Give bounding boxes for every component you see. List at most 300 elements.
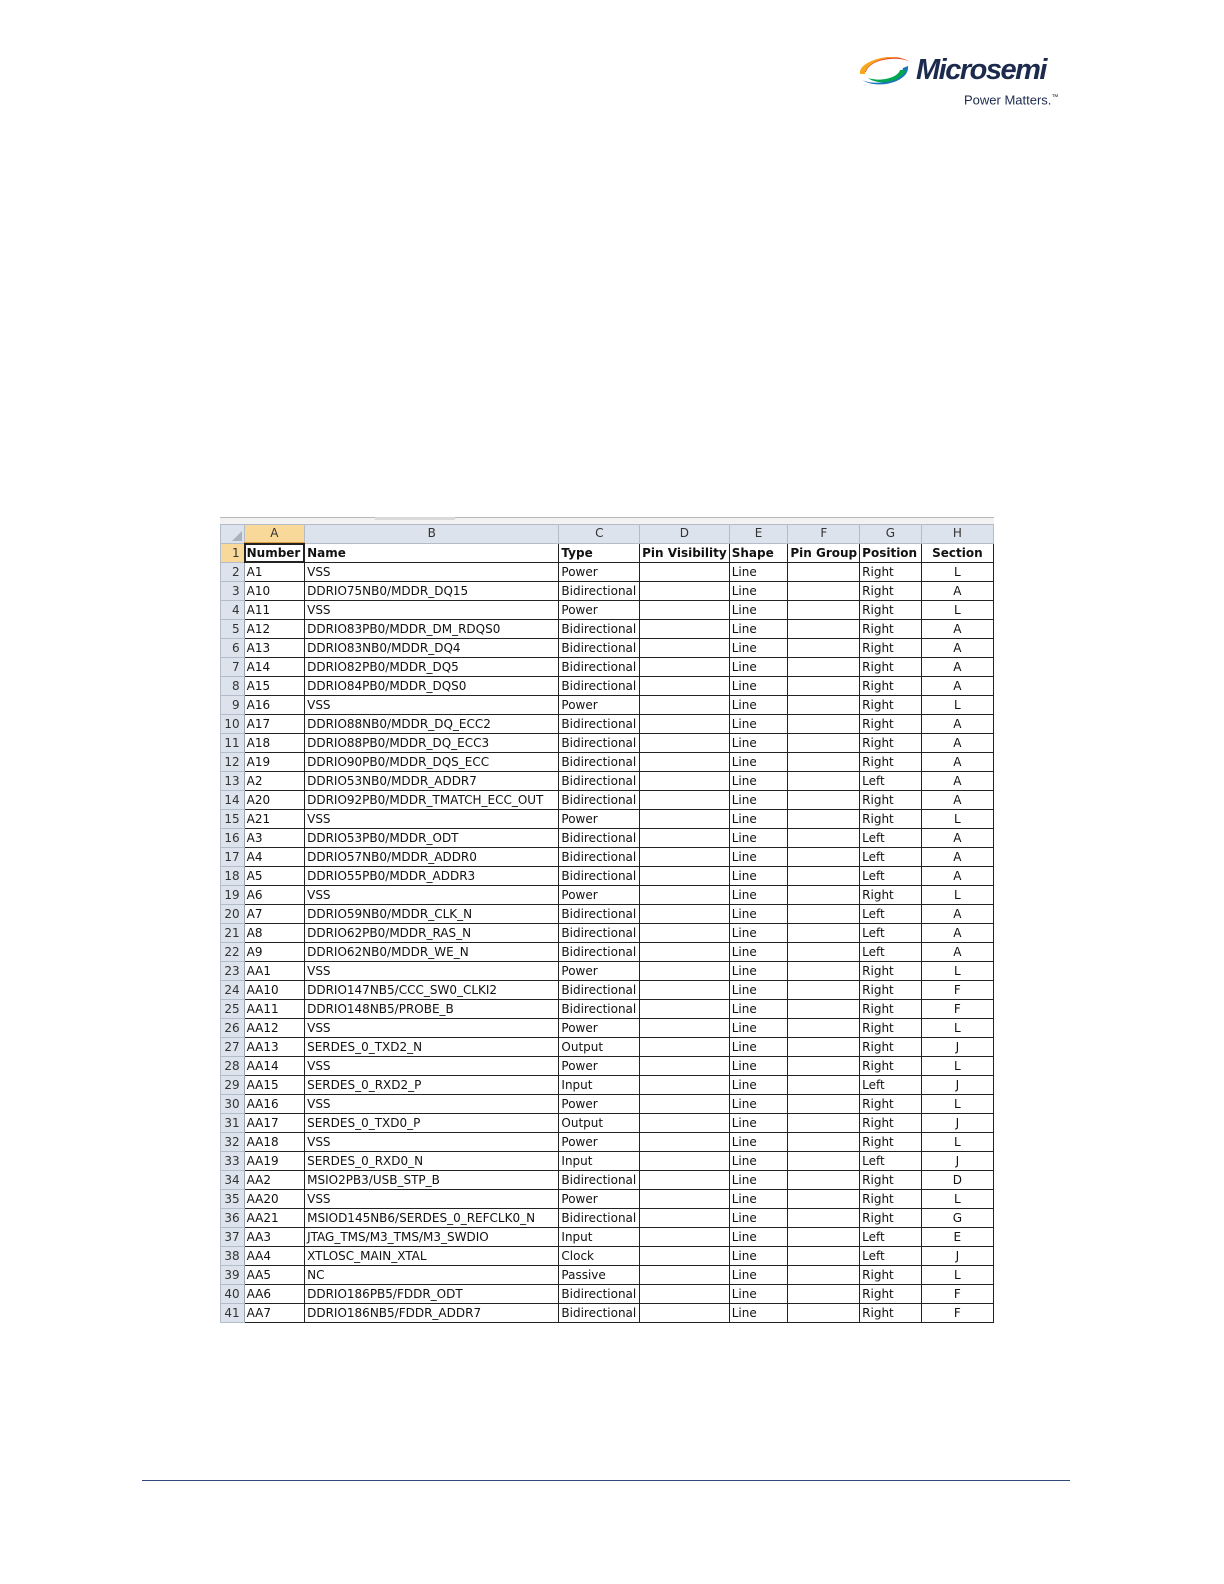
row-number[interactable]: 7: [221, 658, 245, 677]
grid-cell[interactable]: Right: [860, 886, 922, 905]
grid-cell[interactable]: Line: [729, 1038, 788, 1057]
grid-cell[interactable]: Line: [729, 1304, 788, 1323]
row-number[interactable]: 4: [221, 601, 245, 620]
grid-cell[interactable]: Bidirectional: [559, 639, 640, 658]
grid-cell[interactable]: F: [921, 1000, 993, 1019]
grid-cell[interactable]: VSS: [305, 563, 559, 582]
row-number[interactable]: 38: [221, 1247, 245, 1266]
grid-cell[interactable]: Line: [729, 639, 788, 658]
row-number[interactable]: 16: [221, 829, 245, 848]
grid-cell[interactable]: AA1: [244, 962, 305, 981]
row-number[interactable]: 19: [221, 886, 245, 905]
grid-cell[interactable]: Line: [729, 753, 788, 772]
header-cell[interactable]: Name: [305, 543, 559, 563]
header-cell[interactable]: Pin Group: [788, 543, 860, 563]
grid-cell[interactable]: VSS: [305, 1019, 559, 1038]
grid-cell[interactable]: [788, 734, 860, 753]
grid-cell[interactable]: Bidirectional: [559, 734, 640, 753]
grid-cell[interactable]: [640, 1057, 730, 1076]
grid-cell[interactable]: VSS: [305, 601, 559, 620]
grid-cell[interactable]: Right: [860, 1285, 922, 1304]
grid-cell[interactable]: A11: [244, 601, 305, 620]
grid-cell[interactable]: Right: [860, 677, 922, 696]
row-number[interactable]: 26: [221, 1019, 245, 1038]
grid-cell[interactable]: Bidirectional: [559, 1000, 640, 1019]
grid-cell[interactable]: A: [921, 848, 993, 867]
grid-cell[interactable]: L: [921, 601, 993, 620]
grid-cell[interactable]: [788, 886, 860, 905]
grid-cell[interactable]: [788, 639, 860, 658]
grid-cell[interactable]: A: [921, 658, 993, 677]
grid-cell[interactable]: L: [921, 962, 993, 981]
row-number[interactable]: 40: [221, 1285, 245, 1304]
grid-cell[interactable]: Line: [729, 791, 788, 810]
grid-cell[interactable]: Line: [729, 886, 788, 905]
grid-cell[interactable]: A: [921, 943, 993, 962]
grid-cell[interactable]: A: [921, 715, 993, 734]
column-letter-d[interactable]: D: [640, 525, 730, 544]
grid-cell[interactable]: AA20: [244, 1190, 305, 1209]
grid-cell[interactable]: [788, 620, 860, 639]
row-number[interactable]: 31: [221, 1114, 245, 1133]
grid-cell[interactable]: [788, 715, 860, 734]
grid-cell[interactable]: Right: [860, 791, 922, 810]
grid-cell[interactable]: A13: [244, 639, 305, 658]
grid-cell[interactable]: AA17: [244, 1114, 305, 1133]
grid-cell[interactable]: A: [921, 620, 993, 639]
grid-cell[interactable]: J: [921, 1114, 993, 1133]
grid-cell[interactable]: A: [921, 734, 993, 753]
grid-cell[interactable]: Line: [729, 905, 788, 924]
grid-cell[interactable]: [640, 962, 730, 981]
grid-cell[interactable]: J: [921, 1152, 993, 1171]
grid-cell[interactable]: [788, 1228, 860, 1247]
grid-cell[interactable]: DDRIO55PB0/MDDR_ADDR3: [305, 867, 559, 886]
grid-cell[interactable]: A3: [244, 829, 305, 848]
grid-cell[interactable]: [640, 848, 730, 867]
grid-cell[interactable]: Line: [729, 1171, 788, 1190]
grid-cell[interactable]: [788, 1190, 860, 1209]
grid-cell[interactable]: [640, 696, 730, 715]
row-number[interactable]: 14: [221, 791, 245, 810]
grid-cell[interactable]: [788, 791, 860, 810]
grid-cell[interactable]: A: [921, 829, 993, 848]
grid-cell[interactable]: Left: [860, 848, 922, 867]
grid-cell[interactable]: Power: [559, 563, 640, 582]
grid-cell[interactable]: [640, 1019, 730, 1038]
grid-cell[interactable]: [640, 1114, 730, 1133]
grid-cell[interactable]: Input: [559, 1076, 640, 1095]
grid-cell[interactable]: DDRIO62PB0/MDDR_RAS_N: [305, 924, 559, 943]
grid-cell[interactable]: Right: [860, 734, 922, 753]
grid-cell[interactable]: Line: [729, 1095, 788, 1114]
grid-cell[interactable]: Bidirectional: [559, 867, 640, 886]
grid-cell[interactable]: J: [921, 1038, 993, 1057]
grid-cell[interactable]: Right: [860, 601, 922, 620]
grid-cell[interactable]: AA14: [244, 1057, 305, 1076]
grid-cell[interactable]: Line: [729, 829, 788, 848]
grid-cell[interactable]: DDRIO147NB5/CCC_SW0_CLKI2: [305, 981, 559, 1000]
row-number[interactable]: 10: [221, 715, 245, 734]
grid-cell[interactable]: [640, 582, 730, 601]
grid-cell[interactable]: SERDES_0_RXD2_P: [305, 1076, 559, 1095]
grid-cell[interactable]: Line: [729, 924, 788, 943]
row-number[interactable]: 15: [221, 810, 245, 829]
grid-cell[interactable]: Right: [860, 1190, 922, 1209]
grid-cell[interactable]: L: [921, 1266, 993, 1285]
grid-cell[interactable]: J: [921, 1076, 993, 1095]
grid-cell[interactable]: A4: [244, 848, 305, 867]
grid-cell[interactable]: [788, 1038, 860, 1057]
grid-cell[interactable]: Power: [559, 1133, 640, 1152]
grid-cell[interactable]: Bidirectional: [559, 753, 640, 772]
grid-cell[interactable]: A10: [244, 582, 305, 601]
grid-cell[interactable]: [788, 601, 860, 620]
grid-cell[interactable]: A7: [244, 905, 305, 924]
grid-cell[interactable]: Line: [729, 582, 788, 601]
grid-cell[interactable]: AA2: [244, 1171, 305, 1190]
grid-cell[interactable]: [640, 1152, 730, 1171]
grid-cell[interactable]: Power: [559, 601, 640, 620]
grid-cell[interactable]: Right: [860, 1304, 922, 1323]
grid-cell[interactable]: Line: [729, 1190, 788, 1209]
grid-cell[interactable]: [640, 715, 730, 734]
grid-cell[interactable]: Line: [729, 658, 788, 677]
grid-cell[interactable]: XTLOSC_MAIN_XTAL: [305, 1247, 559, 1266]
grid-cell[interactable]: [640, 601, 730, 620]
row-number[interactable]: 20: [221, 905, 245, 924]
grid-cell[interactable]: [788, 962, 860, 981]
grid-cell[interactable]: Line: [729, 1247, 788, 1266]
grid-cell[interactable]: Right: [860, 658, 922, 677]
grid-cell[interactable]: DDRIO53PB0/MDDR_ODT: [305, 829, 559, 848]
grid-cell[interactable]: Right: [860, 1114, 922, 1133]
grid-cell[interactable]: Right: [860, 1133, 922, 1152]
grid-cell[interactable]: VSS: [305, 886, 559, 905]
row-number[interactable]: 33: [221, 1152, 245, 1171]
grid-cell[interactable]: Line: [729, 734, 788, 753]
grid-cell[interactable]: [788, 943, 860, 962]
row-number[interactable]: 32: [221, 1133, 245, 1152]
grid-cell[interactable]: [640, 1000, 730, 1019]
grid-cell[interactable]: L: [921, 1133, 993, 1152]
grid-cell[interactable]: MSIO2PB3/USB_STP_B: [305, 1171, 559, 1190]
row-number[interactable]: 34: [221, 1171, 245, 1190]
grid-cell[interactable]: Power: [559, 1057, 640, 1076]
grid-cell[interactable]: L: [921, 1057, 993, 1076]
grid-cell[interactable]: A: [921, 905, 993, 924]
grid-cell[interactable]: Right: [860, 1171, 922, 1190]
grid-cell[interactable]: Line: [729, 696, 788, 715]
grid-cell[interactable]: [640, 620, 730, 639]
grid-cell[interactable]: Right: [860, 1266, 922, 1285]
grid-cell[interactable]: [788, 1133, 860, 1152]
grid-cell[interactable]: A21: [244, 810, 305, 829]
column-letter-h[interactable]: H: [921, 525, 993, 544]
grid-cell[interactable]: A15: [244, 677, 305, 696]
grid-cell[interactable]: Line: [729, 715, 788, 734]
grid-cell[interactable]: F: [921, 1304, 993, 1323]
grid-cell[interactable]: [788, 810, 860, 829]
grid-cell[interactable]: [640, 1304, 730, 1323]
header-cell[interactable]: Number: [244, 543, 305, 563]
row-number[interactable]: 29: [221, 1076, 245, 1095]
row-number[interactable]: 11: [221, 734, 245, 753]
row-number[interactable]: 24: [221, 981, 245, 1000]
grid-cell[interactable]: [640, 1209, 730, 1228]
grid-cell[interactable]: Right: [860, 582, 922, 601]
grid-cell[interactable]: Right: [860, 639, 922, 658]
grid-cell[interactable]: [640, 563, 730, 582]
grid-cell[interactable]: Bidirectional: [559, 829, 640, 848]
grid-cell[interactable]: Clock: [559, 1247, 640, 1266]
grid-cell[interactable]: F: [921, 981, 993, 1000]
grid-cell[interactable]: [788, 1057, 860, 1076]
grid-cell[interactable]: DDRIO83PB0/MDDR_DM_RDQS0: [305, 620, 559, 639]
grid-cell[interactable]: Bidirectional: [559, 1304, 640, 1323]
grid-cell[interactable]: Power: [559, 886, 640, 905]
column-letter-a[interactable]: A: [244, 525, 305, 544]
grid-cell[interactable]: [640, 981, 730, 1000]
grid-cell[interactable]: Left: [860, 829, 922, 848]
grid-cell[interactable]: A19: [244, 753, 305, 772]
column-letter-b[interactable]: B: [305, 525, 559, 544]
grid-cell[interactable]: [788, 981, 860, 1000]
grid-cell[interactable]: SERDES_0_TXD2_N: [305, 1038, 559, 1057]
grid-cell[interactable]: Line: [729, 1000, 788, 1019]
grid-cell[interactable]: Right: [860, 715, 922, 734]
row-number[interactable]: 37: [221, 1228, 245, 1247]
grid-cell[interactable]: [640, 753, 730, 772]
grid-cell[interactable]: A9: [244, 943, 305, 962]
grid-cell[interactable]: [640, 658, 730, 677]
grid-cell[interactable]: Input: [559, 1152, 640, 1171]
grid-cell[interactable]: A: [921, 639, 993, 658]
grid-cell[interactable]: Right: [860, 1209, 922, 1228]
grid-cell[interactable]: Power: [559, 810, 640, 829]
grid-cell[interactable]: AA10: [244, 981, 305, 1000]
grid-cell[interactable]: A: [921, 924, 993, 943]
grid-cell[interactable]: A1: [244, 563, 305, 582]
grid-cell[interactable]: [640, 886, 730, 905]
grid-cell[interactable]: VSS: [305, 1095, 559, 1114]
grid-cell[interactable]: Bidirectional: [559, 943, 640, 962]
grid-cell[interactable]: Line: [729, 1285, 788, 1304]
grid-cell[interactable]: Line: [729, 1076, 788, 1095]
grid-cell[interactable]: Bidirectional: [559, 905, 640, 924]
row-number[interactable]: 13: [221, 772, 245, 791]
grid-cell[interactable]: Left: [860, 924, 922, 943]
grid-cell[interactable]: [640, 639, 730, 658]
grid-cell[interactable]: DDRIO186PB5/FDDR_ODT: [305, 1285, 559, 1304]
grid-cell[interactable]: [640, 1266, 730, 1285]
grid-cell[interactable]: A: [921, 867, 993, 886]
grid-cell[interactable]: SERDES_0_RXD0_N: [305, 1152, 559, 1171]
grid-cell[interactable]: Line: [729, 943, 788, 962]
grid-cell[interactable]: Line: [729, 677, 788, 696]
grid-cell[interactable]: AA5: [244, 1266, 305, 1285]
grid-cell[interactable]: Bidirectional: [559, 772, 640, 791]
grid-cell[interactable]: Power: [559, 696, 640, 715]
grid-cell[interactable]: Bidirectional: [559, 848, 640, 867]
grid-cell[interactable]: Bidirectional: [559, 715, 640, 734]
grid-cell[interactable]: DDRIO88PB0/MDDR_DQ_ECC3: [305, 734, 559, 753]
grid-cell[interactable]: [640, 1095, 730, 1114]
grid-cell[interactable]: Output: [559, 1038, 640, 1057]
row-number[interactable]: 30: [221, 1095, 245, 1114]
grid-cell[interactable]: [788, 677, 860, 696]
grid-cell[interactable]: Left: [860, 867, 922, 886]
row-number[interactable]: 39: [221, 1266, 245, 1285]
grid-cell[interactable]: Right: [860, 1019, 922, 1038]
grid-cell[interactable]: [788, 696, 860, 715]
grid-cell[interactable]: [788, 1076, 860, 1095]
grid-cell[interactable]: Bidirectional: [559, 924, 640, 943]
column-letter-f[interactable]: F: [788, 525, 860, 544]
grid-cell[interactable]: L: [921, 810, 993, 829]
row-number[interactable]: 9: [221, 696, 245, 715]
grid-cell[interactable]: Left: [860, 905, 922, 924]
grid-cell[interactable]: Line: [729, 1019, 788, 1038]
grid-cell[interactable]: Line: [729, 1228, 788, 1247]
grid-cell[interactable]: [788, 1000, 860, 1019]
grid-cell[interactable]: AA11: [244, 1000, 305, 1019]
grid-cell[interactable]: Line: [729, 867, 788, 886]
grid-cell[interactable]: [788, 905, 860, 924]
grid-cell[interactable]: AA13: [244, 1038, 305, 1057]
grid-cell[interactable]: [640, 1247, 730, 1266]
grid-cell[interactable]: DDRIO57NB0/MDDR_ADDR0: [305, 848, 559, 867]
grid-cell[interactable]: [640, 943, 730, 962]
grid-cell[interactable]: Line: [729, 1266, 788, 1285]
row-number[interactable]: 23: [221, 962, 245, 981]
row-number[interactable]: 17: [221, 848, 245, 867]
grid-cell[interactable]: Line: [729, 810, 788, 829]
row-number[interactable]: 35: [221, 1190, 245, 1209]
grid-cell[interactable]: AA21: [244, 1209, 305, 1228]
grid-cell[interactable]: VSS: [305, 1057, 559, 1076]
grid-cell[interactable]: AA16: [244, 1095, 305, 1114]
grid-cell[interactable]: [640, 924, 730, 943]
grid-cell[interactable]: [640, 867, 730, 886]
grid-cell[interactable]: Line: [729, 563, 788, 582]
grid-cell[interactable]: [640, 1228, 730, 1247]
grid-cell[interactable]: Line: [729, 1057, 788, 1076]
header-cell[interactable]: Shape: [729, 543, 788, 563]
row-number[interactable]: 28: [221, 1057, 245, 1076]
row-number[interactable]: 6: [221, 639, 245, 658]
grid-cell[interactable]: Right: [860, 1057, 922, 1076]
grid-cell[interactable]: [788, 867, 860, 886]
grid-cell[interactable]: [640, 1076, 730, 1095]
grid-cell[interactable]: DDRIO82PB0/MDDR_DQ5: [305, 658, 559, 677]
grid-cell[interactable]: L: [921, 696, 993, 715]
column-letter-c[interactable]: C: [559, 525, 640, 544]
grid-cell[interactable]: DDRIO88NB0/MDDR_DQ_ECC2: [305, 715, 559, 734]
grid-cell[interactable]: A: [921, 772, 993, 791]
grid-cell[interactable]: VSS: [305, 810, 559, 829]
grid-cell[interactable]: Right: [860, 620, 922, 639]
grid-cell[interactable]: [788, 1019, 860, 1038]
grid-cell[interactable]: Bidirectional: [559, 981, 640, 1000]
grid-cell[interactable]: DDRIO59NB0/MDDR_CLK_N: [305, 905, 559, 924]
grid-cell[interactable]: AA12: [244, 1019, 305, 1038]
grid-cell[interactable]: Line: [729, 1209, 788, 1228]
grid-cell[interactable]: Left: [860, 1152, 922, 1171]
grid-cell[interactable]: [788, 1304, 860, 1323]
grid-cell[interactable]: DDRIO62NB0/MDDR_WE_N: [305, 943, 559, 962]
grid-cell[interactable]: Bidirectional: [559, 1171, 640, 1190]
grid-cell[interactable]: [640, 905, 730, 924]
grid-cell[interactable]: AA3: [244, 1228, 305, 1247]
column-letter-g[interactable]: G: [860, 525, 922, 544]
row-number[interactable]: 5: [221, 620, 245, 639]
grid-cell[interactable]: VSS: [305, 696, 559, 715]
grid-cell[interactable]: Left: [860, 1247, 922, 1266]
grid-cell[interactable]: Line: [729, 1114, 788, 1133]
grid-cell[interactable]: G: [921, 1209, 993, 1228]
header-cell[interactable]: Position: [860, 543, 922, 563]
grid-cell[interactable]: Line: [729, 981, 788, 1000]
grid-cell[interactable]: Right: [860, 753, 922, 772]
grid-cell[interactable]: AA6: [244, 1285, 305, 1304]
grid-cell[interactable]: [788, 658, 860, 677]
grid-cell[interactable]: [788, 753, 860, 772]
grid-cell[interactable]: A2: [244, 772, 305, 791]
grid-cell[interactable]: [640, 791, 730, 810]
grid-cell[interactable]: Line: [729, 848, 788, 867]
row-number[interactable]: 22: [221, 943, 245, 962]
grid-cell[interactable]: Bidirectional: [559, 582, 640, 601]
grid-cell[interactable]: J: [921, 1247, 993, 1266]
grid-cell[interactable]: A: [921, 677, 993, 696]
grid-cell[interactable]: [788, 848, 860, 867]
grid-cell[interactable]: [788, 1095, 860, 1114]
grid-cell[interactable]: Bidirectional: [559, 658, 640, 677]
grid-cell[interactable]: A: [921, 791, 993, 810]
grid-cell[interactable]: [788, 1171, 860, 1190]
grid-cell[interactable]: Right: [860, 962, 922, 981]
grid-cell[interactable]: Power: [559, 1190, 640, 1209]
grid-cell[interactable]: Line: [729, 601, 788, 620]
grid-cell[interactable]: DDRIO83NB0/MDDR_DQ4: [305, 639, 559, 658]
grid-cell[interactable]: Input: [559, 1228, 640, 1247]
grid-cell[interactable]: Bidirectional: [559, 1285, 640, 1304]
grid-cell[interactable]: [788, 1266, 860, 1285]
grid-cell[interactable]: [788, 1209, 860, 1228]
grid-cell[interactable]: DDRIO75NB0/MDDR_DQ15: [305, 582, 559, 601]
grid-cell[interactable]: Right: [860, 563, 922, 582]
grid-cell[interactable]: DDRIO92PB0/MDDR_TMATCH_ECC_OUT: [305, 791, 559, 810]
row-number[interactable]: 27: [221, 1038, 245, 1057]
grid-cell[interactable]: [640, 677, 730, 696]
grid-cell[interactable]: A6: [244, 886, 305, 905]
row-number[interactable]: 21: [221, 924, 245, 943]
column-letter-e[interactable]: E: [729, 525, 788, 544]
grid-cell[interactable]: [788, 1285, 860, 1304]
grid-cell[interactable]: VSS: [305, 1190, 559, 1209]
grid-cell[interactable]: Right: [860, 1038, 922, 1057]
grid-cell[interactable]: [640, 772, 730, 791]
select-all-corner[interactable]: [221, 525, 245, 544]
grid-cell[interactable]: SERDES_0_TXD0_P: [305, 1114, 559, 1133]
grid-cell[interactable]: A: [921, 582, 993, 601]
row-number[interactable]: 25: [221, 1000, 245, 1019]
row-number[interactable]: 36: [221, 1209, 245, 1228]
grid-cell[interactable]: A20: [244, 791, 305, 810]
grid-cell[interactable]: Power: [559, 962, 640, 981]
grid-cell[interactable]: Line: [729, 772, 788, 791]
